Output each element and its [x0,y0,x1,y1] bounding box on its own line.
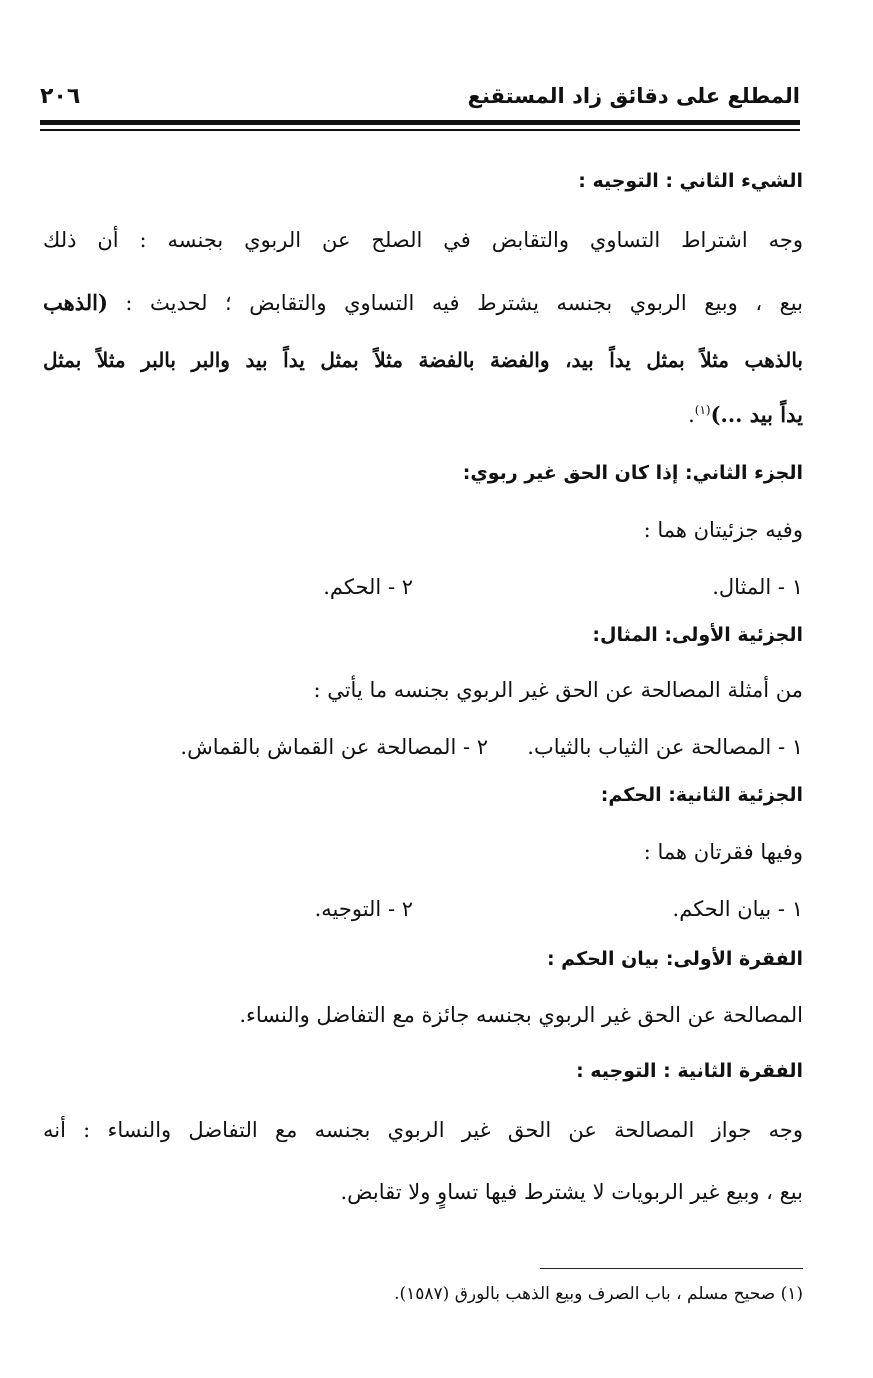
footnote-reference: (١) [694,403,711,417]
header-rule-thick [40,120,800,125]
list-item: ٢ - التوجيه. [314,897,413,921]
paragraph-line [43,290,803,315]
section-heading: الجزئية الأولى: المثال: [592,624,803,646]
book-title: المطلع على دقائق زاد المستقنع [467,84,800,108]
paragraph-line: بيع ، وبيع غير الربويات لا يشترط فيها تساوٍ ولا تقابض. [340,1180,803,1204]
list-item: ١ - بيان الحكم. [672,897,803,921]
paragraph-line: وجه جواز المصالحة عن الحق غير الربوي بجنسه مع التفاضل والنساء : أنه [43,1118,803,1142]
hadith-quote: بالذهب مثلاً بمثل يداً بيد، والفضة بالفضة مثلاً بمثل يداً بيد والبر بالبر مثلاً بمثل [43,348,803,372]
section-heading: الجزئية الثانية: الحكم: [600,784,803,806]
paragraph-line [68,402,803,427]
list-item: ١ - المصالحة عن الثياب بالثياب. [527,735,803,759]
list-item: ١ - المثال. [712,575,803,599]
paragraph-line: وفيها فقرتان هما : [643,840,803,864]
header-rule-thin [40,129,800,131]
paragraph-line: من أمثلة المصالحة عن الحق غير الربوي بجنسه ما يأتي : [313,678,803,702]
paragraph-text: بيع ، وبيع الربوي بجنسه يشترط فيه التساوي والتقابض ؛ لحديث : [107,291,803,315]
section-heading: الفقرة الثانية : التوجيه : [576,1060,803,1082]
section-heading: الجزء الثاني: إذا كان الحق غير ربوي: [462,462,803,484]
hadith-quote: يداً بيد ...) [710,402,803,427]
page-number: ٢٠٦ [40,84,81,109]
running-header [40,84,800,114]
paragraph-line: وجه اشتراط التساوي والتقابض في الصلح عن الربوي بجنسه : أن ذلك [43,228,803,252]
paragraph-text: . [688,403,695,427]
section-heading: الشيء الثاني : التوجيه : [578,170,803,192]
hadith-quote: (الذهب [43,290,108,315]
list-item: ٢ - الحكم. [323,575,413,599]
list-item: ٢ - المصالحة عن القماش بالقماش. [180,735,488,759]
footnote-divider [540,1268,803,1269]
paragraph-line: المصالحة عن الحق غير الربوي بجنسه جائزة مع التفاضل والنساء. [239,1003,803,1027]
footnote: (١) صحيح مسلم ، باب الصرف وبيع الذهب بالورق (١٥٨٧). [394,1284,803,1304]
paragraph-line: وفيه جزئيتان هما : [643,518,803,542]
section-heading: الفقرة الأولى: بيان الحكم : [546,948,803,970]
